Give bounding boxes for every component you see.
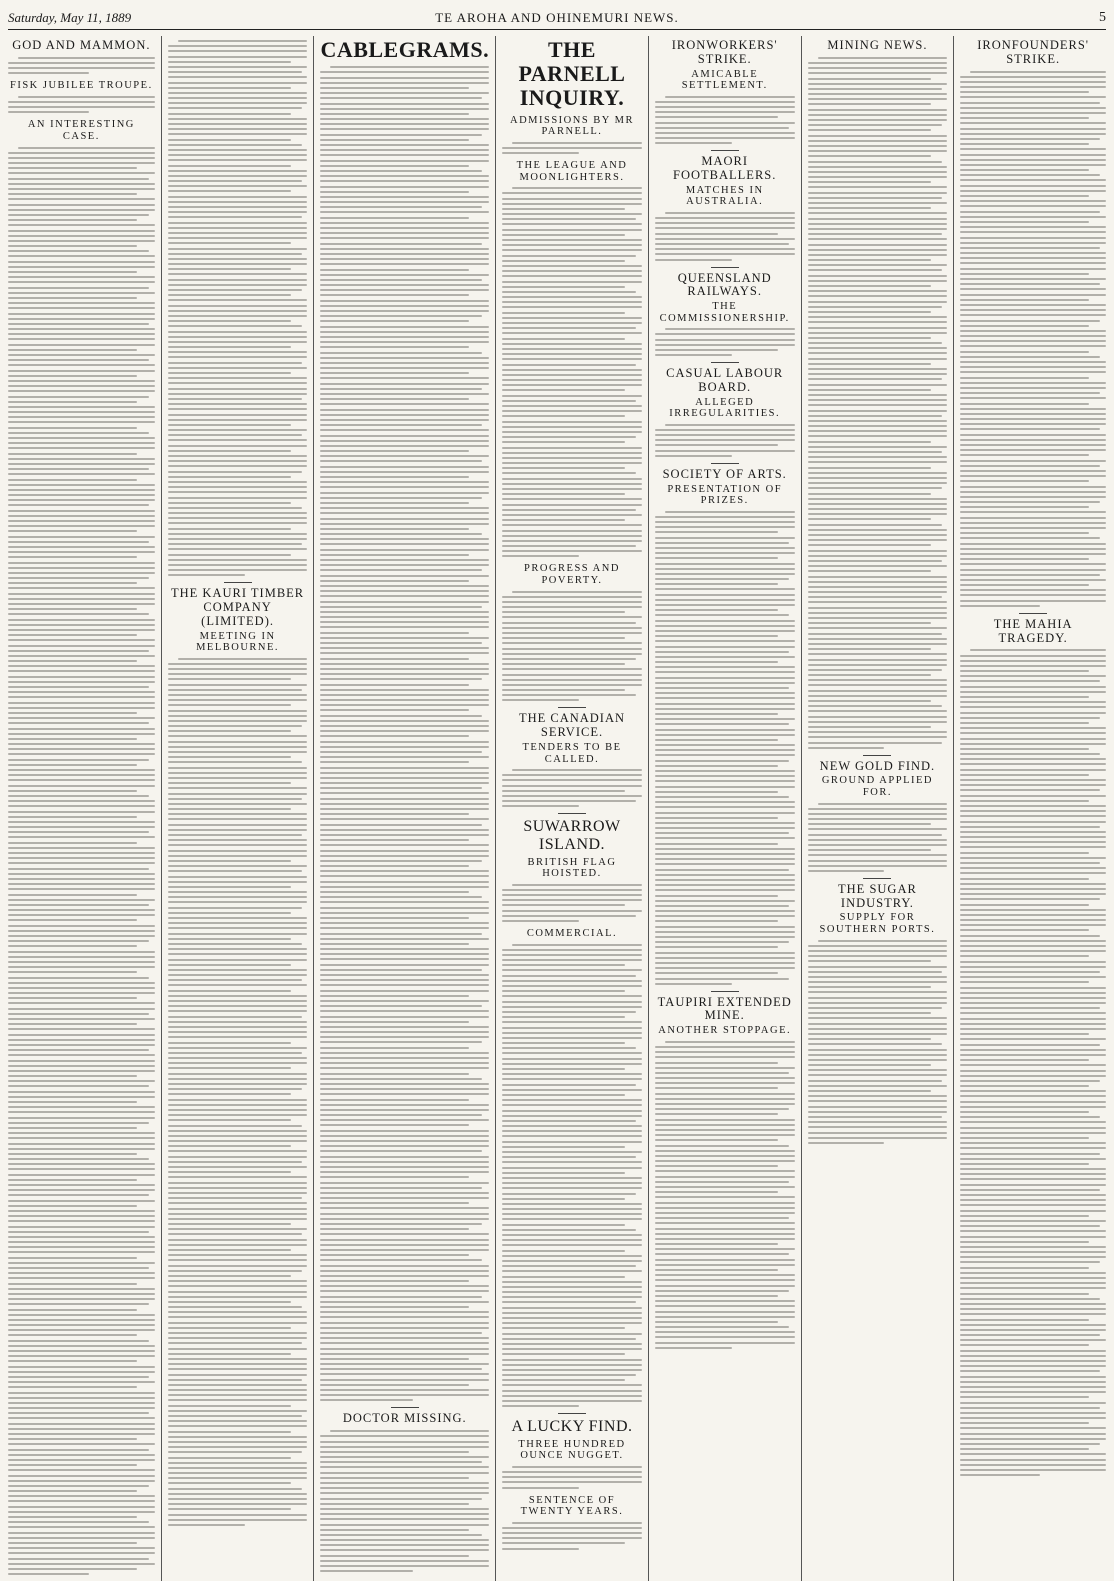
- article-body-text: [808, 57, 948, 749]
- article-headline: THE SUGAR INDUSTRY.: [838, 881, 917, 910]
- article-headline: MAORI FOOTBALLERS.: [673, 154, 777, 183]
- section-divider: [711, 267, 739, 268]
- section-divider: [711, 362, 739, 363]
- news-column: [648, 36, 801, 1581]
- article-subheading: FISK JUBILEE TROUPE.: [10, 80, 153, 92]
- article-body-text: [655, 328, 795, 356]
- article-body-text: [502, 142, 642, 154]
- article-headline: A LUCKY FIND.: [511, 1418, 633, 1436]
- article-body-text: [655, 96, 795, 145]
- article-body-text: [502, 591, 642, 702]
- section-divider: [558, 813, 586, 814]
- article-headline: THE KAURI TIMBER COMPANY (LIMITED).: [171, 586, 305, 628]
- article-body-text: [960, 71, 1106, 607]
- article-subheading: SENTENCE OF TWENTY YEARS.: [520, 1494, 624, 1518]
- article-headline: TAUPIRI EXTENDED MINE.: [657, 994, 792, 1023]
- news-column: [801, 36, 954, 1581]
- article-subheading: THE LEAGUE AND MOONLIGHTERS.: [516, 160, 628, 183]
- article-subheading: PRESENTATION OF PRIZES.: [667, 483, 783, 507]
- article-body-text: [502, 1522, 642, 1550]
- article-columns: [8, 36, 1106, 1518]
- article-body-text: [168, 658, 308, 1526]
- article-body-text: [655, 511, 795, 985]
- article-headline: CASUAL LABOUR BOARD.: [666, 366, 784, 394]
- masthead: [8, 8, 1106, 30]
- article-body-text: [655, 1041, 795, 1349]
- section-divider: [558, 1413, 586, 1414]
- article-subheading: MATCHES IN AUSTRALIA.: [685, 184, 764, 208]
- article-headline: CABLEGRAMS.: [320, 37, 490, 62]
- article-subheading: THREE HUNDRED OUNCE NUGGET.: [518, 1438, 626, 1462]
- news-column: [953, 36, 1106, 1581]
- article-subheading: ANOTHER STOPPAGE.: [658, 1025, 792, 1037]
- article-subheading: AN INTERESTING CASE.: [27, 119, 135, 142]
- article-subheading: TENDERS TO BE CALLED.: [522, 741, 622, 765]
- article-headline: DOCTOR MISSING.: [342, 1411, 467, 1426]
- article-body-text: [8, 96, 155, 114]
- article-subheading: THE COMMISSIONERSHIP.: [659, 301, 790, 324]
- article-headline: GOD AND MAMMON.: [12, 38, 151, 52]
- article-subheading: ADMISSIONS BY MR PARNELL.: [510, 114, 634, 138]
- article-subheading: GROUND APPLIED FOR.: [821, 775, 933, 798]
- article-subheading: COMMERCIAL.: [526, 927, 618, 939]
- article-body-text: [8, 57, 155, 75]
- article-body-text: [502, 1466, 642, 1489]
- article-body-text: [960, 649, 1106, 1476]
- article-headline: THE MAHIA TRAGEDY.: [993, 616, 1073, 645]
- article-body-text: [320, 66, 489, 1401]
- article-subheading: SUPPLY FOR SOUTHERN PORTS.: [819, 912, 936, 936]
- section-divider: [711, 463, 739, 464]
- article-headline: IRONFOUNDERS' STRIKE.: [977, 38, 1090, 66]
- section-divider: [391, 1407, 419, 1408]
- section-divider: [711, 991, 739, 992]
- article-body-text: [320, 1430, 489, 1572]
- article-subheading: MEETING IN MELBOURNE.: [196, 630, 280, 654]
- article-headline: SOCIETY OF ARTS.: [662, 466, 787, 481]
- newspaper-title: TE AROHA AND OHINEMURI NEWS.: [435, 10, 679, 25]
- news-column: [8, 36, 161, 1581]
- article-body-text: [8, 147, 155, 1576]
- article-subheading: ALLEGED IRREGULARITIES.: [669, 396, 781, 420]
- article-body-text: [502, 769, 642, 807]
- section-divider: [1019, 613, 1047, 614]
- article-subheading: PROGRESS AND POVERTY.: [524, 563, 620, 586]
- section-divider: [863, 878, 891, 879]
- article-body-text: [502, 944, 642, 1408]
- section-divider: [711, 150, 739, 151]
- article-body-text: [502, 187, 642, 557]
- news-column: [495, 36, 648, 1581]
- issue-date: Saturday, May 11, 1889: [8, 10, 132, 25]
- section-divider: [558, 707, 586, 708]
- article-body-text: [168, 40, 308, 576]
- article-headline: MINING NEWS.: [827, 38, 928, 52]
- article-body-text: [502, 884, 642, 922]
- article-subheading: BRITISH FLAG HOISTED.: [527, 856, 617, 880]
- article-headline: THE PARNELL INQUIRY.: [518, 37, 626, 111]
- article-headline: THE CANADIAN SERVICE.: [518, 711, 626, 740]
- section-divider: [863, 755, 891, 756]
- article-body-text: [808, 940, 948, 1144]
- article-headline: NEW GOLD FIND.: [819, 758, 936, 773]
- article-body-text: [655, 424, 795, 457]
- article-headline: IRONWORKERS' STRIKE.: [671, 38, 778, 66]
- article-subheading: AMICABLE SETTLEMENT.: [681, 68, 768, 92]
- section-divider: [224, 582, 252, 583]
- article-headline: QUEENSLAND RAILWAYS.: [677, 270, 772, 299]
- news-column: [161, 36, 314, 1581]
- page-number: 5: [1099, 10, 1106, 25]
- article-body-text: [655, 212, 795, 261]
- news-column: [313, 36, 495, 1581]
- article-body-text: [808, 803, 948, 872]
- article-headline: SUWARROW ISLAND.: [523, 818, 621, 853]
